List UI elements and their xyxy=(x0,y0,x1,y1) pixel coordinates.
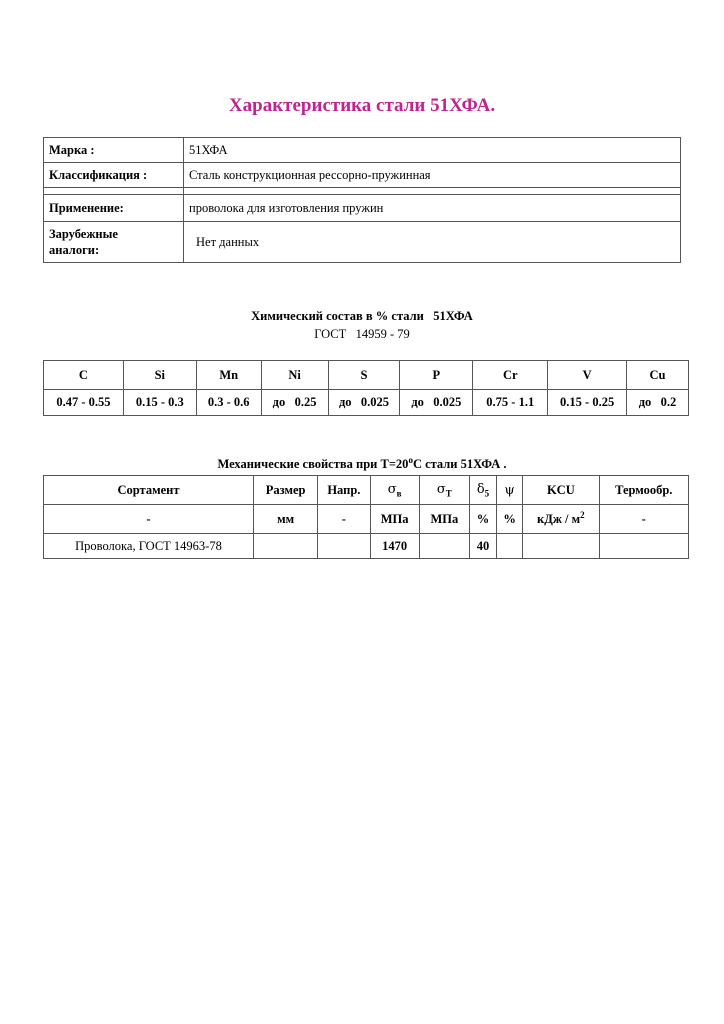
delta-symbol: δ xyxy=(476,481,485,497)
chem-standard xyxy=(0,327,724,342)
chem-value-cell: 0.15 - 0.3 xyxy=(123,390,196,416)
foreign-analogs-row xyxy=(44,222,681,263)
chem-value-cell: до 0.2 xyxy=(627,390,689,416)
direction-unit: - xyxy=(318,505,370,534)
sortament-unit: - xyxy=(44,505,254,534)
chem-header-cell: C xyxy=(44,361,124,390)
mech-heading-sup: o xyxy=(408,455,413,465)
info-table xyxy=(43,137,681,263)
chem-value-row xyxy=(44,390,689,416)
mech-heading-text xyxy=(217,457,506,471)
size-header: Размер xyxy=(253,476,317,505)
separator-cell xyxy=(44,188,184,195)
mech-heading xyxy=(0,455,724,472)
chem-header-row xyxy=(44,361,689,390)
delta-cell: 40 xyxy=(469,534,496,559)
chem-header-cell: S xyxy=(328,361,400,390)
chem-value-cell: 0.15 - 0.25 xyxy=(548,390,627,416)
delta-sub: 5 xyxy=(484,488,490,499)
delta-header xyxy=(469,476,496,505)
sigma-t-symbol: σ xyxy=(436,481,446,497)
size-cell xyxy=(253,534,317,559)
mech-units-row xyxy=(44,505,689,534)
chem-header-cell: Si xyxy=(123,361,196,390)
sigma-t-header xyxy=(419,476,469,505)
chem-header-cell: Cr xyxy=(473,361,548,390)
mech-table xyxy=(43,475,689,559)
sigma-t-unit: МПа xyxy=(419,505,469,534)
sigma-b-header xyxy=(370,476,419,505)
classification-value: Сталь конструкционная рессорно-пружинная xyxy=(184,163,681,188)
foreign-analogs-value: Нет данных xyxy=(184,222,681,263)
sigma-t-cell xyxy=(419,534,469,559)
chem-value-cell: до 0.025 xyxy=(328,390,400,416)
page-title: Характеристика стали 51ХФА. xyxy=(228,95,496,116)
direction-header: Напр. xyxy=(318,476,370,505)
chem-standard-text: ГОСТ 14959 - 79 xyxy=(314,327,410,341)
kcu-unit-sup: 2 xyxy=(580,510,585,521)
kcu-header: KCU xyxy=(523,476,599,505)
psi-header xyxy=(497,476,523,505)
direction-cell xyxy=(318,534,370,559)
thermo-unit: - xyxy=(599,505,688,534)
chem-header-cell: P xyxy=(400,361,473,390)
kcu-unit xyxy=(523,505,599,534)
separator-cell xyxy=(184,188,681,195)
mech-heading-post: С стали 51ХФА . xyxy=(412,457,507,472)
chem-header-cell: Mn xyxy=(196,361,261,390)
foreign-analogs-label-line2: аналоги: xyxy=(49,243,100,257)
psi-unit: % xyxy=(497,505,523,534)
mech-heading-pre: Механические свойства при Т=20 xyxy=(217,457,409,472)
psi-cell xyxy=(497,534,523,559)
sigma-b-sub: в xyxy=(396,488,402,499)
application-row xyxy=(44,195,681,222)
psi-symbol: ψ xyxy=(504,482,515,498)
sigma-t-sub: T xyxy=(445,488,452,499)
separator-row xyxy=(44,188,681,195)
sortament-header: Сортамент xyxy=(44,476,254,505)
chem-value-cell: до 0.25 xyxy=(261,390,328,416)
foreign-analogs-label xyxy=(44,222,184,263)
chem-value-cell: до 0.025 xyxy=(400,390,473,416)
application-label: Применение: xyxy=(44,195,184,222)
sortament-cell: Проволока, ГОСТ 14963-78 xyxy=(44,534,254,559)
thermo-header: Термообр. xyxy=(599,476,688,505)
table-row xyxy=(44,534,689,559)
application-value: проволока для изготовления пружин xyxy=(184,195,681,222)
chem-value-cell: 0.3 - 0.6 xyxy=(196,390,261,416)
grade-value: 51ХФА xyxy=(184,138,681,163)
chem-table xyxy=(43,360,689,416)
mech-header-row xyxy=(44,476,689,505)
sigma-b-unit: МПа xyxy=(370,505,419,534)
foreign-analogs-label-line1: Зарубежные xyxy=(49,227,118,241)
chem-header-cell: Ni xyxy=(261,361,328,390)
kcu-cell xyxy=(523,534,599,559)
sigma-b-symbol: σ xyxy=(387,481,397,497)
kcu-unit-text: кДж / м xyxy=(537,512,581,527)
chem-value-cell: 0.47 - 0.55 xyxy=(44,390,124,416)
sigma-b-cell: 1470 xyxy=(370,534,419,559)
chem-heading xyxy=(0,309,724,324)
chem-value-cell: 0.75 - 1.1 xyxy=(473,390,548,416)
chem-header-cell: V xyxy=(548,361,627,390)
chem-heading-text: Химический состав в % стали 51ХФА xyxy=(251,309,473,323)
size-unit: мм xyxy=(253,505,317,534)
chem-header-cell: Cu xyxy=(627,361,689,390)
classification-row xyxy=(44,163,681,188)
thermo-cell xyxy=(599,534,688,559)
grade-row xyxy=(44,138,681,163)
grade-label: Марка : xyxy=(44,138,184,163)
delta-unit: % xyxy=(469,505,496,534)
classification-label: Классификация : xyxy=(44,163,184,188)
